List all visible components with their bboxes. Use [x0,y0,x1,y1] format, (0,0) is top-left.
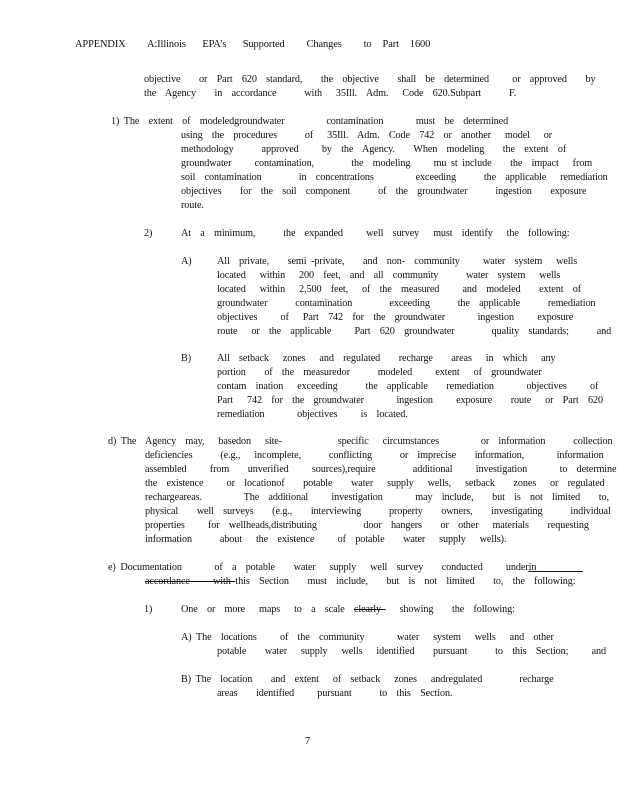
item-2a-line: objectives of Part 742 for the groundwater ingestion exposure [217,312,574,323]
item-2b-line: Part 742 for the groundwater ingestion exposure route or Part 620 [217,395,603,406]
item-2a-line: route or the applicable Part 620 groundwater quality standards; and [217,326,612,337]
item-e1-number: 1) [144,604,153,615]
item-1-line: route. [181,200,204,211]
item-d-line: information about the existence of potable water supply wells). [145,534,507,545]
item-2a-line: groundwater contamination exceeding the applicable remediation [217,298,596,309]
item-d-line: deficiencies (e.g., incomplete, conflicting or imprecise information, information [145,450,604,461]
item-2a-label: A) [181,256,192,267]
page-number: 7 [305,736,311,747]
item-e-line-1-text: e) Documentation of a potable water supply well survey conducted under [108,562,529,573]
item-1-line: groundwater contamination, the modeling mu st include the impact from [181,158,593,169]
item-2a-line: located within 200 feet, and all community water system wells [217,270,561,281]
item-2-number: 2) [144,228,153,239]
item-1-line: soil contamination in concentrations exceeding the applicable remediation [181,172,608,183]
item-2b-label: B) [181,353,191,364]
item-1-marker: 1) The extent of modeledgroundwater contamination must be determined [111,116,509,127]
item-2b-line: contam ination exceeding the applicable remediation objectives of [217,381,599,392]
item-1-line: using the procedures of 35Ill. Adm. Code 742 or another model or [181,130,553,141]
deleted-text: accordance with [145,576,236,587]
item-e1a-line: potable water supply wells identified pursuant to this Section; and [217,646,607,657]
item-e1-text-post: showing the following: [385,604,515,615]
item-e-line-1 [108,561,583,575]
item-e-line-2 [145,575,576,589]
item-1-line: objectives for the soil component of the groundwater ingestion exposure [181,186,587,197]
deleted-text: clearly [353,604,386,615]
item-d-line: rechargeareas. The additional investigation may include, but is not limited to, [145,492,609,503]
item-2-text: At a minimum, the expanded well survey must identify the following: [181,228,570,239]
page-header: APPENDIX A:Illinois EPA’s Supported Changes to Part 1600 [75,39,431,50]
intro-line-2: the Agency in accordance with 35Ill. Adm. Code 620.Subpart F. [144,88,517,99]
item-2a-line: All private, semi -private, and non- community water system wells [217,256,578,267]
item-2b-line: All setback zones and regulated recharge areas in which any [217,353,556,364]
item-d-line: assembled from unverified sources),require additional investigation to determine [145,464,617,475]
intro-line-1: objective or Part 620 standard, the objective shall be determined or approved by [144,74,596,85]
item-d-line: physical well surveys (e.g., interviewing property owners, investigating individual [145,506,611,517]
item-e1b-line: areas identified pursuant to this Section. [217,688,453,699]
item-e1-text-pre: One or more maps to a scale [181,604,354,615]
inserted-text: in [528,562,583,573]
item-2a-line: located within 2,500 feet, of the measured and modeled extent of [217,284,582,295]
item-e1a-line: A) The locations of the community water system wells and other [181,632,554,643]
item-e1b-line: B) The location and extent of setback zones andregulated recharge [181,674,554,685]
item-d-line: d) The Agency may, basedon site- specific circumstances or information collection [108,436,613,447]
item-e1-text [181,603,515,617]
item-2b-line: remediation objectives is located. [217,409,408,420]
item-2b-line: portion of the measuredor modeled extent of groundwater [217,367,542,378]
item-1-line: methodology approved by the Agency. When modeling the extent of [181,144,567,155]
item-d-line: properties for wellheads,distributing door hangers or other materials requesting [145,520,589,531]
item-d-line: the existence or locationof potable water supply wells, setback zones or regulated [145,478,605,489]
item-e-line-2-text: this Section must include, but is not limited to, the following: [235,576,576,587]
